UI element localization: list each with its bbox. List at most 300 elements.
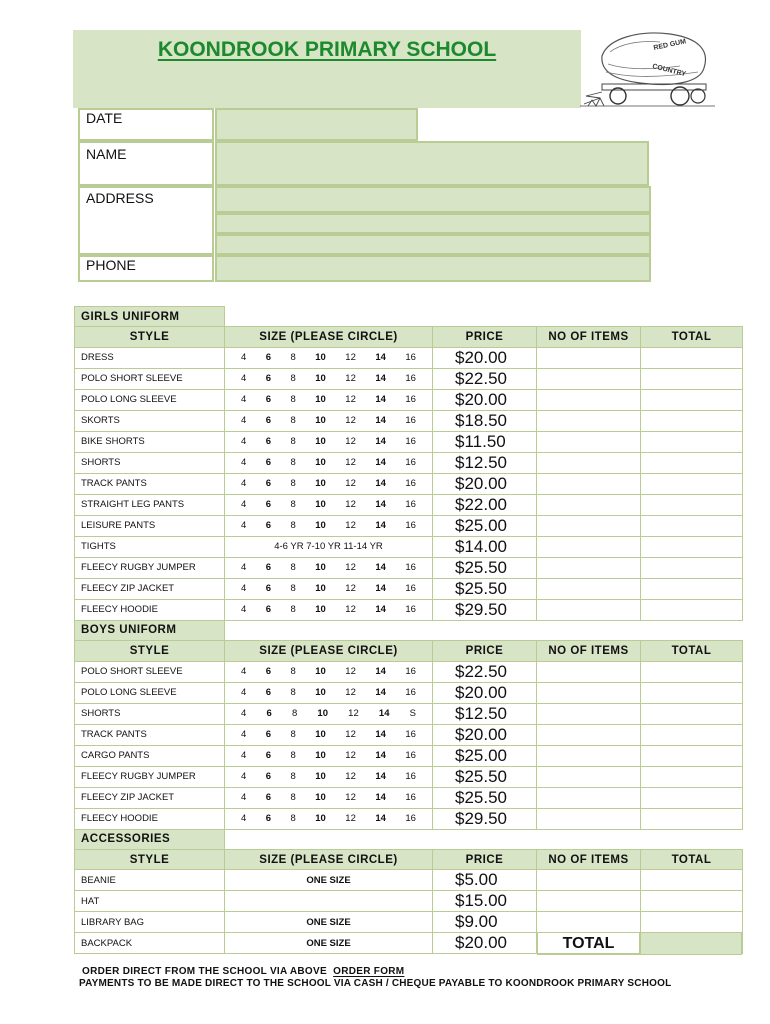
quantity-field[interactable] [537, 410, 641, 431]
size-option[interactable]: 4 [241, 604, 247, 616]
quantity-field[interactable] [537, 494, 641, 515]
item-style: FLEECY RUGBY JUMPER [75, 766, 225, 787]
size-options[interactable]: ONE SIZE [225, 870, 433, 891]
size-list [225, 750, 432, 761]
girls-item-row [75, 578, 743, 599]
size-option[interactable]: 8 [290, 750, 296, 762]
item-price: $20.00 [433, 347, 537, 368]
size-option[interactable]: 12 [345, 436, 356, 448]
price-header: PRICE [433, 849, 537, 869]
item-price: $25.50 [433, 787, 537, 808]
size-options[interactable]: ONE SIZE [225, 912, 433, 933]
size-option[interactable]: 16 [405, 415, 416, 427]
size-option[interactable]: 12 [345, 373, 356, 385]
size-option[interactable]: 8 [290, 499, 296, 511]
quantity-field[interactable] [537, 766, 641, 787]
item-price: $20.00 [433, 473, 537, 494]
footer-order-note [82, 966, 404, 977]
girls-column-headers [75, 327, 743, 347]
item-style: POLO SHORT SLEEVE [75, 661, 225, 682]
girls-item-row [75, 536, 743, 557]
size-option[interactable]: 12 [345, 415, 356, 427]
size-option[interactable]: 10 [315, 604, 326, 616]
blank-cell [225, 307, 743, 327]
item-style: POLO SHORT SLEEVE [75, 368, 225, 389]
size-option[interactable]: 6 [265, 562, 272, 574]
style-header: STYLE [75, 641, 225, 661]
line-total-field[interactable] [641, 661, 743, 682]
size-option[interactable]: 4 [241, 478, 247, 490]
size-options [225, 410, 433, 431]
line-total-field[interactable] [641, 410, 743, 431]
size-option[interactable]: 16 [405, 792, 416, 804]
item-price: $20.00 [433, 682, 537, 703]
size-option[interactable]: 4 [241, 415, 247, 427]
boys-item-row [75, 745, 743, 766]
item-price: $29.50 [433, 808, 537, 829]
size-option[interactable]: 8 [291, 708, 298, 720]
quantity-field[interactable] [537, 536, 641, 557]
blank-cell [225, 829, 743, 849]
size-option[interactable]: 10 [315, 520, 326, 532]
name-field[interactable] [215, 141, 649, 186]
item-style: SHORTS [75, 452, 225, 473]
size-option[interactable]: 8 [290, 687, 296, 699]
size-option[interactable]: 8 [290, 729, 296, 741]
size-option[interactable]: 6 [265, 520, 272, 532]
item-price: $25.00 [433, 515, 537, 536]
girls-item-row [75, 389, 743, 410]
quantity-field[interactable] [537, 870, 641, 891]
size-option[interactable]: 16 [405, 394, 416, 406]
size-option[interactable]: 6 [265, 666, 272, 678]
size-option[interactable]: 14 [375, 771, 386, 783]
size-option[interactable]: 12 [345, 457, 356, 469]
item-price: $25.50 [433, 578, 537, 599]
quantity-field[interactable] [537, 682, 641, 703]
accessories-column-headers [75, 849, 743, 869]
line-total-field[interactable] [641, 452, 743, 473]
line-total-field[interactable] [641, 431, 743, 452]
size-option[interactable]: 16 [405, 604, 416, 616]
size-option[interactable]: 12 [345, 352, 356, 364]
boys-item-row [75, 787, 743, 808]
size-option[interactable]: 14 [378, 708, 390, 720]
item-style: BIKE SHORTS [75, 431, 225, 452]
phone-field[interactable] [215, 255, 651, 282]
boys-section-title: BOYS UNIFORM [75, 620, 225, 640]
size-option[interactable]: 6 [265, 478, 272, 490]
size-option[interactable]: 16 [405, 436, 416, 448]
boys-section-header [75, 620, 743, 640]
item-style: LEISURE PANTS [75, 515, 225, 536]
size-option[interactable]: 12 [345, 478, 356, 490]
size-option[interactable]: 10 [315, 457, 326, 469]
size-option[interactable]: 4 [241, 666, 247, 678]
size-option[interactable]: 16 [405, 771, 416, 783]
item-style: BACKPACK [75, 933, 225, 954]
price-header: PRICE [433, 641, 537, 661]
style-header: STYLE [75, 849, 225, 869]
size-option[interactable]: 14 [375, 666, 386, 678]
line-total-field[interactable] [641, 870, 743, 891]
size-option[interactable]: 8 [290, 562, 296, 574]
size-option[interactable]: 12 [345, 792, 356, 804]
size-option[interactable]: 12 [345, 666, 356, 678]
size-option[interactable]: 16 [405, 520, 416, 532]
size-options [225, 682, 433, 703]
size-option[interactable]: 10 [315, 478, 326, 490]
size-option[interactable]: 8 [290, 352, 296, 364]
size-option[interactable]: 14 [375, 499, 386, 511]
size-option[interactable]: 4 [241, 394, 247, 406]
accessories-section-header [75, 829, 743, 849]
item-price: $25.50 [433, 557, 537, 578]
girls-item-row [75, 494, 743, 515]
size-option[interactable]: 4 [241, 813, 247, 825]
line-total-field[interactable] [641, 389, 743, 410]
item-style: SHORTS [75, 703, 225, 724]
girls-item-row [75, 431, 743, 452]
quantity-field[interactable] [537, 452, 641, 473]
size-option[interactable]: 6 [265, 750, 272, 762]
line-total-field[interactable] [641, 494, 743, 515]
size-option[interactable]: 8 [290, 583, 296, 595]
size-option[interactable]: 4 [241, 750, 247, 762]
size-option[interactable]: 8 [290, 478, 296, 490]
size-option[interactable]: 8 [290, 813, 296, 825]
size-list [225, 520, 432, 531]
line-total-field[interactable] [641, 473, 743, 494]
size-option[interactable]: 14 [375, 687, 386, 699]
size-option[interactable]: 16 [405, 457, 416, 469]
size-option[interactable]: 14 [375, 373, 386, 385]
size-option[interactable]: 12 [345, 687, 356, 699]
line-total-field[interactable] [641, 912, 743, 933]
size-list [225, 792, 432, 803]
quantity-field[interactable] [537, 389, 641, 410]
quantity-field[interactable] [537, 787, 641, 808]
size-option[interactable]: 6 [265, 436, 272, 448]
quantity-field[interactable] [537, 891, 641, 912]
size-options [225, 724, 433, 745]
quantity-field[interactable] [537, 473, 641, 494]
item-style: LIBRARY BAG [75, 912, 225, 933]
size-option[interactable]: 6 [265, 813, 272, 825]
size-option[interactable]: 6 [265, 457, 272, 469]
red-gum-country-logo [580, 26, 715, 110]
size-option[interactable]: 6 [265, 729, 272, 741]
size-option[interactable]: 6 [265, 604, 272, 616]
size-option[interactable]: 6 [266, 708, 272, 720]
size-option[interactable]: 12 [345, 562, 356, 574]
date-field[interactable] [215, 108, 418, 141]
address-field-line-3[interactable] [215, 234, 651, 255]
size-list [225, 394, 432, 405]
quantity-field[interactable] [537, 578, 641, 599]
size-options [225, 599, 433, 620]
size-option[interactable]: 6 [265, 792, 272, 804]
size-option[interactable]: 12 [345, 583, 356, 595]
size-option[interactable]: 4 [241, 499, 247, 511]
size-option[interactable]: 10 [315, 394, 326, 406]
item-price: $12.50 [433, 452, 537, 473]
size-option[interactable]: 10 [315, 666, 326, 678]
size-options [225, 766, 433, 787]
size-option[interactable]: 16 [405, 729, 416, 741]
size-option[interactable]: 8 [290, 520, 296, 532]
size-option[interactable]: 12 [345, 771, 356, 783]
size-options [225, 557, 433, 578]
size-option[interactable]: 16 [405, 813, 416, 825]
size-option[interactable]: 6 [265, 583, 272, 595]
size-option[interactable]: 12 [345, 394, 356, 406]
size-list [225, 373, 432, 384]
line-total-field[interactable] [641, 347, 743, 368]
blank-cell [225, 620, 743, 640]
size-option[interactable]: 10 [315, 415, 326, 427]
quantity-field[interactable] [537, 515, 641, 536]
girls-item-row [75, 515, 743, 536]
item-price: $5.00 [433, 870, 537, 891]
size-options [225, 431, 433, 452]
item-price: $29.50 [433, 599, 537, 620]
size-option[interactable]: 4 [241, 373, 247, 385]
line-total-field[interactable] [641, 808, 743, 829]
size-option[interactable]: 16 [405, 562, 416, 574]
footer-payment-note: PAYMENTS TO BE MADE DIRECT TO THE SCHOOL VIA CASH / CHEQUE PAYABLE TO KOONDROOK PRIMARY SCHOOL [79, 978, 672, 989]
size-option[interactable]: 12 [345, 813, 356, 825]
girls-item-row [75, 347, 743, 368]
girls-item-row [75, 368, 743, 389]
order-form-link[interactable]: ORDER FORM [333, 966, 405, 977]
size-option[interactable]: 4 [241, 729, 247, 741]
size-option[interactable]: 16 [405, 478, 416, 490]
size-option[interactable]: 10 [317, 708, 328, 720]
girls-item-row [75, 452, 743, 473]
item-style: HAT [75, 891, 225, 912]
line-total-field[interactable] [641, 682, 743, 703]
item-price: $22.50 [433, 661, 537, 682]
size-option[interactable]: 10 [315, 771, 326, 783]
size-option[interactable]: 8 [290, 604, 296, 616]
size-option[interactable]: 14 [375, 415, 386, 427]
footer-order-text: ORDER DIRECT FROM THE SCHOOL VIA ABOVE [82, 966, 327, 977]
size-option[interactable]: 16 [405, 666, 416, 678]
size-option[interactable]: 10 [315, 750, 326, 762]
accessories-section-title: ACCESSORIES [75, 829, 225, 849]
size-option[interactable]: 8 [290, 792, 296, 804]
size-option[interactable]: 10 [315, 583, 326, 595]
item-style: POLO LONG SLEEVE [75, 389, 225, 410]
quantity-field[interactable] [537, 368, 641, 389]
size-option[interactable]: 8 [290, 373, 296, 385]
size-option[interactable]: 6 [265, 499, 272, 511]
boys-item-row [75, 724, 743, 745]
size-option[interactable]: 14 [375, 792, 386, 804]
size-option[interactable]: 4 [241, 457, 247, 469]
item-style: FLEECY RUGBY JUMPER [75, 557, 225, 578]
size-option[interactable]: 14 [375, 436, 386, 448]
address-field-line-2[interactable] [215, 213, 651, 234]
item-price: $20.00 [433, 933, 537, 954]
size-option[interactable]: 10 [315, 436, 326, 448]
size-option[interactable]: 14 [375, 729, 386, 741]
size-option[interactable]: 16 [405, 352, 416, 364]
line-total-field[interactable] [641, 578, 743, 599]
size-option[interactable]: 14 [375, 583, 386, 595]
size-option[interactable]: 14 [375, 604, 386, 616]
line-total-field[interactable] [641, 745, 743, 766]
size-option[interactable]: 8 [290, 457, 296, 469]
size-option[interactable]: 10 [315, 813, 326, 825]
size-option[interactable]: 12 [345, 750, 356, 762]
quantity-field[interactable] [537, 745, 641, 766]
size-option[interactable]: 6 [265, 394, 272, 406]
size-options[interactable] [225, 891, 433, 912]
item-style: FLEECY ZIP JACKET [75, 578, 225, 599]
line-total-field[interactable] [641, 557, 743, 578]
size-option[interactable]: 10 [315, 729, 326, 741]
size-option[interactable]: 8 [290, 666, 296, 678]
size-option[interactable]: 16 [405, 750, 416, 762]
total-header: TOTAL [641, 327, 743, 347]
line-total-field[interactable] [641, 515, 743, 536]
size-option[interactable]: 4 [241, 520, 247, 532]
size-option[interactable]: 14 [375, 750, 386, 762]
size-option[interactable]: S [409, 708, 416, 720]
size-option[interactable]: 6 [265, 352, 272, 364]
boys-item-row [75, 808, 743, 829]
quantity-field[interactable] [537, 808, 641, 829]
size-option[interactable]: 12 [345, 604, 356, 616]
size-list [225, 415, 432, 426]
size-option[interactable]: 14 [375, 352, 386, 364]
item-style: SKORTS [75, 410, 225, 431]
item-price: $20.00 [433, 724, 537, 745]
size-option[interactable]: 12 [345, 729, 356, 741]
size-option[interactable]: 10 [315, 499, 326, 511]
size-list [225, 478, 432, 489]
size-option[interactable]: 10 [315, 562, 326, 574]
accessory-row [75, 912, 743, 933]
size-list [225, 436, 432, 447]
line-total-field[interactable] [641, 891, 743, 912]
quantity-field[interactable] [537, 661, 641, 682]
item-price: $15.00 [433, 891, 537, 912]
girls-item-row [75, 473, 743, 494]
address-label: ADDRESS [78, 186, 214, 255]
size-option[interactable]: 4 [241, 708, 247, 720]
quantity-field[interactable] [537, 724, 641, 745]
size-option[interactable]: 12 [348, 708, 359, 720]
size-option[interactable]: 14 [375, 813, 386, 825]
name-label: NAME [78, 141, 214, 186]
address-field-line-1[interactable] [215, 186, 651, 213]
line-total-field[interactable] [641, 703, 743, 724]
size-option[interactable]: 4 [241, 352, 247, 364]
size-options [225, 703, 433, 724]
size-option[interactable]: 16 [405, 687, 416, 699]
quantity-field[interactable] [537, 599, 641, 620]
grand-total-field[interactable] [640, 932, 742, 955]
size-option[interactable]: 4 [241, 562, 247, 574]
quantity-field[interactable] [537, 431, 641, 452]
boys-item-row [75, 682, 743, 703]
size-option[interactable]: 12 [345, 499, 356, 511]
size-option[interactable]: 10 [315, 373, 326, 385]
size-option[interactable]: 6 [265, 415, 272, 427]
size-option[interactable]: 8 [290, 436, 296, 448]
size-options [225, 787, 433, 808]
line-total-field[interactable] [641, 766, 743, 787]
girls-section-title: GIRLS UNIFORM [75, 307, 225, 327]
size-option[interactable]: 10 [315, 792, 326, 804]
size-option[interactable]: 6 [265, 373, 272, 385]
logo-text-bottom: COUNTRY [651, 63, 687, 79]
size-option[interactable]: 14 [375, 562, 386, 574]
size-options [225, 515, 433, 536]
size-option[interactable]: 8 [290, 394, 296, 406]
size-options [225, 347, 433, 368]
item-style: STRAIGHT LEG PANTS [75, 494, 225, 515]
quantity-field[interactable] [537, 703, 641, 724]
size-option[interactable]: 14 [375, 457, 386, 469]
boys-column-headers [75, 641, 743, 661]
quantity-field[interactable] [537, 347, 641, 368]
size-list [225, 583, 432, 594]
size-option[interactable]: 10 [315, 687, 326, 699]
size-list [225, 457, 432, 468]
size-options[interactable]: ONE SIZE [225, 933, 433, 954]
size-list [225, 352, 432, 363]
size-option[interactable]: 4 [241, 687, 247, 699]
boys-item-row [75, 661, 743, 682]
phone-label: PHONE [78, 255, 214, 282]
size-option[interactable]: 10 [315, 352, 326, 364]
size-options [225, 494, 433, 515]
line-total-field[interactable] [641, 536, 743, 557]
size-option[interactable]: 14 [375, 478, 386, 490]
line-total-field[interactable] [641, 787, 743, 808]
size-option[interactable]: 12 [345, 520, 356, 532]
line-total-field[interactable] [641, 599, 743, 620]
size-option[interactable]: 4 [241, 771, 247, 783]
size-option[interactable]: 16 [405, 499, 416, 511]
size-option[interactable]: 14 [375, 520, 386, 532]
size-option[interactable]: 6 [265, 687, 272, 699]
size-option[interactable]: 4 [241, 583, 247, 595]
size-option[interactable]: 8 [290, 415, 296, 427]
item-style: DRESS [75, 347, 225, 368]
size-header: SIZE (PLEASE CIRCLE) [225, 641, 433, 661]
size-option[interactable]: 4 [241, 792, 247, 804]
item-price: $22.50 [433, 368, 537, 389]
size-option[interactable]: 16 [405, 373, 416, 385]
quantity-field[interactable] [537, 557, 641, 578]
line-total-field[interactable] [641, 724, 743, 745]
quantity-field[interactable] [537, 912, 641, 933]
size-list [225, 499, 432, 510]
size-option[interactable]: 14 [375, 394, 386, 406]
line-total-field[interactable] [641, 368, 743, 389]
size-options[interactable]: 4-6 YR 7-10 YR 11-14 YR [225, 536, 433, 557]
size-option[interactable]: 4 [241, 436, 247, 448]
size-option[interactable]: 8 [290, 771, 296, 783]
size-option[interactable]: 6 [265, 771, 272, 783]
size-option[interactable]: 16 [405, 583, 416, 595]
total-header: TOTAL [641, 641, 743, 661]
